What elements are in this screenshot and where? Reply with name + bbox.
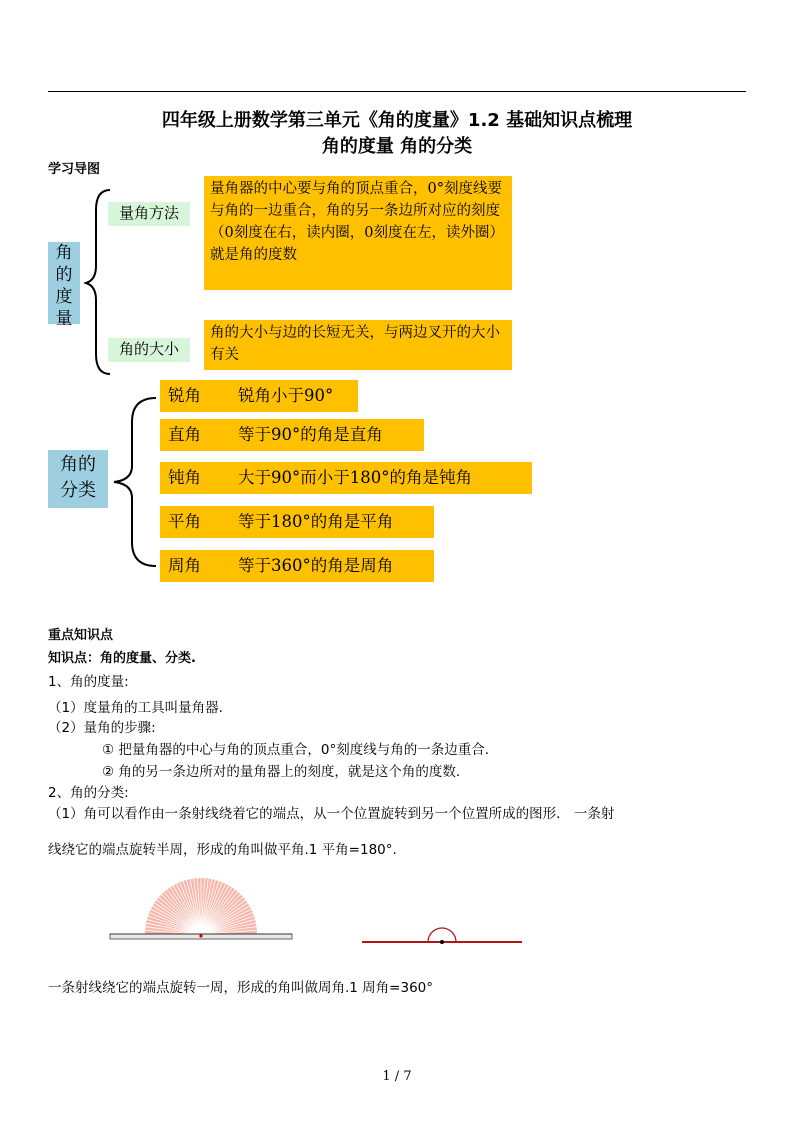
fan-rays	[145, 878, 257, 934]
class-item-straight	[160, 506, 434, 538]
class-name: 周角	[168, 556, 201, 575]
text-line: 1、角的度量:	[48, 674, 129, 690]
text-line: 一条射线绕它的端点旋转一周，形成的角叫做周角.1 周角=360°	[48, 980, 433, 996]
key-points-subheading: 知识点：角的度量、分类.	[48, 651, 196, 666]
straight-angle-line-figure	[360, 918, 524, 948]
text-line: ② 角的另一条边所对的量角器上的刻度，就是这个角的度数.	[102, 764, 461, 780]
measure-root-box: 角 的 度 量	[48, 242, 80, 324]
class-item-obtuse	[160, 462, 532, 494]
class-name: 锐角	[168, 386, 201, 405]
text-line: 线绕它的端点旋转半周，形成的角叫做平角.1 平角=180°.	[48, 842, 397, 858]
header-rule	[48, 91, 746, 92]
text-line: （1）度量角的工具叫量角器.	[48, 700, 223, 716]
class-desc: 大于90°而小于180°的角是钝角	[238, 468, 472, 487]
class-name: 钝角	[168, 468, 201, 487]
page-number: 1 / 7	[382, 1069, 412, 1084]
study-map-heading: 学习导图	[48, 162, 101, 177]
class-desc: 等于180°的角是平角	[238, 512, 394, 531]
classification-brace	[110, 396, 160, 568]
straight-angle-fan-figure	[106, 870, 296, 944]
page-title: 四年级上册数学第三单元《角的度量》1.2 基础知识点梳理	[161, 110, 633, 131]
method-desc-box: 量角器的中心要与角的顶点重合，0°刻度线要与角的一边重合，角的另一条边所对应的刻度（0刻度在右，读内圈，0刻度在左，读外圈）就是角的度数	[204, 176, 512, 290]
key-points-heading: 重点知识点	[48, 628, 114, 643]
class-desc: 等于360°的角是周角	[238, 556, 394, 575]
size-label-box: 角的大小	[108, 338, 190, 362]
page-subtitle: 角的度量 角的分类	[321, 136, 473, 157]
classification-root-box: 角的 分类	[48, 450, 108, 508]
class-desc: 等于90°的角是直角	[238, 425, 383, 444]
size-desc-box: 角的大小与边的长短无关，与两边叉开的大小有关	[204, 320, 512, 370]
text-line: 2、角的分类:	[48, 785, 129, 801]
method-label-box: 量角方法	[108, 202, 190, 226]
class-name: 直角	[168, 425, 201, 444]
class-item-acute	[160, 380, 358, 412]
class-desc: 锐角小于90°	[238, 386, 334, 405]
text-line: （1）角可以看作由一条射线绕着它的端点，从一个位置旋转到另一个位置所成的图形． 一条射	[48, 806, 615, 822]
class-name: 平角	[168, 512, 201, 531]
text-line: ① 把量角器的中心与角的顶点重合，0°刻度线与角的一条边重合.	[102, 742, 490, 758]
text-line: （2）量角的步骤:	[48, 720, 156, 736]
class-item-right	[160, 419, 424, 451]
class-item-full	[160, 550, 434, 582]
